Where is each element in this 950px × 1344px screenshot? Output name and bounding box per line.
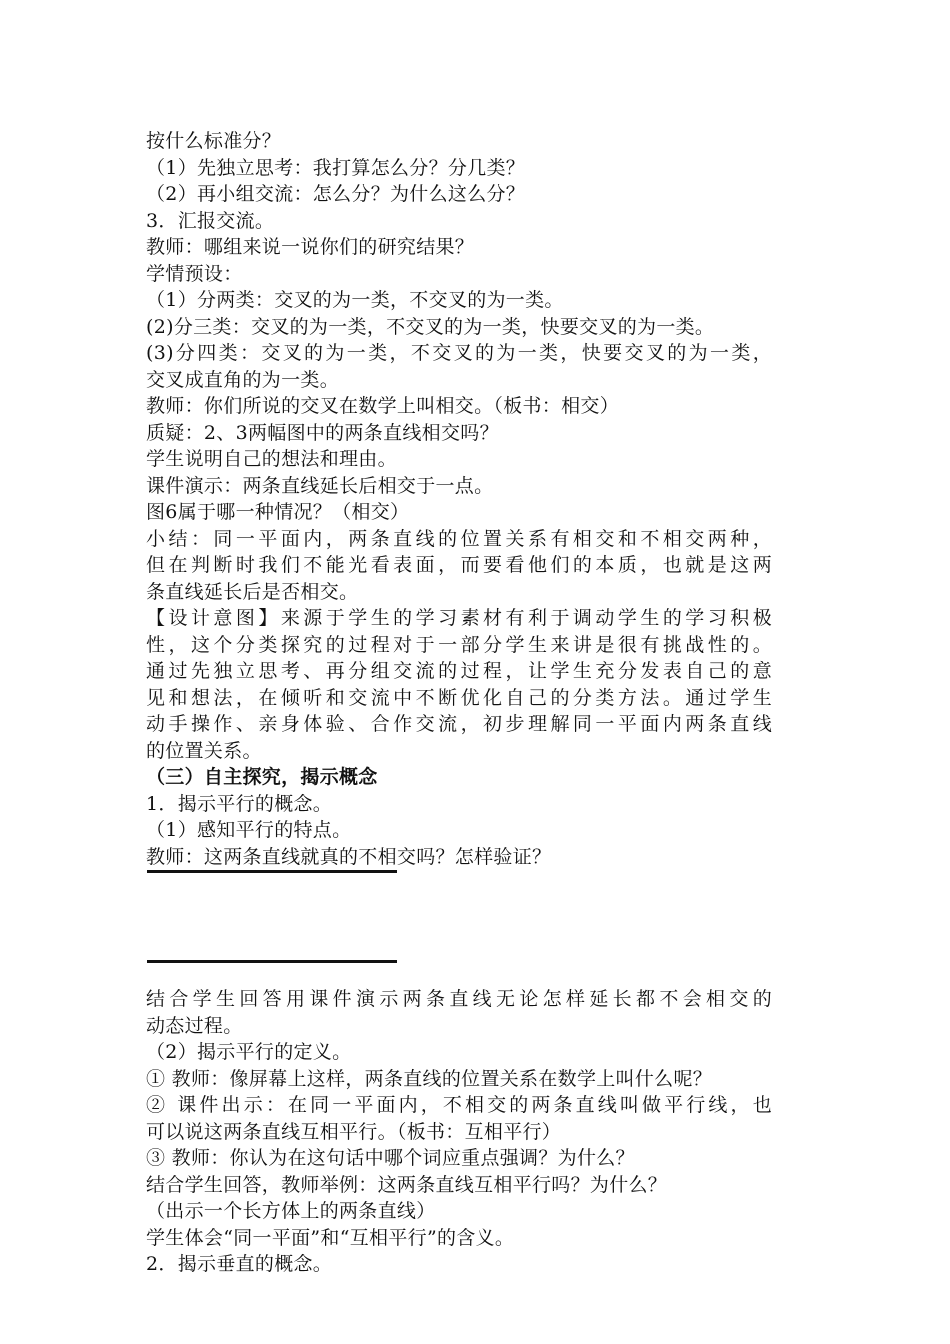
text-line: （1）分两类：交叉的为一类，不交叉的为一类。 xyxy=(146,289,564,311)
text-line: 结合学生回答用课件演示两条直线无论怎样延长都不会相交的 xyxy=(146,988,772,1010)
text-line: （2）再小组交流：怎么分？为什么这么分？ xyxy=(146,183,526,205)
text-line: （出示一个长方体上的两条直线） xyxy=(146,1200,436,1222)
text-line: 图6属于哪一种情况？（相交） xyxy=(146,501,410,523)
text-line: 2．揭示垂直的概念。 xyxy=(146,1253,333,1275)
text-line: ② 课件出示：在同一平面内，不相交的两条直线叫做平行线，也 xyxy=(146,1094,772,1116)
design-intent-line: 【设计意图】来源于学生的学习素材有利于调动学生的学习积极 xyxy=(146,607,772,629)
text-line: 可以说这两条直线互相平行。（板书：互相平行） xyxy=(146,1120,562,1143)
design-intent-line: 动手操作、亲身体验、合作交流，初步理解同一平面内两条直线 xyxy=(146,713,772,735)
text-line: 动态过程。 xyxy=(146,1014,243,1037)
summary-line: 小结：同一平面内，两条直线的位置关系有相交和不相交两种， xyxy=(146,527,772,550)
design-intent-line: 见和想法，在倾听和交流中不断优化自己的分类方法。通过学生 xyxy=(146,686,772,709)
parallel-line-top xyxy=(147,870,397,873)
text-line: ① 教师：像屏幕上这样，两条直线的位置关系在数学上叫什么呢？ xyxy=(146,1067,713,1090)
text-line: 学生说明自己的想法和理由。 xyxy=(146,448,397,470)
text-line: 教师：哪组来说一说你们的研究结果？ xyxy=(146,236,475,258)
summary-line: 条直线延长后是否相交。 xyxy=(146,580,359,603)
text-line: 教师：你们所说的交叉在数学上叫相交。（板书：相交） xyxy=(146,395,620,417)
text-line: （1）先独立思考：我打算怎么分？分几类？ xyxy=(146,156,526,179)
parallel-line-bottom xyxy=(147,960,397,963)
text-line: 按什么标准分？ xyxy=(146,130,282,152)
text-line: 学情预设： xyxy=(146,262,243,285)
design-intent-line: 的位置关系。 xyxy=(146,739,262,762)
document-page xyxy=(146,128,786,1278)
text-line: (2)分三类：交叉的为一类，不交叉的为一类，快要交叉的为一类。 xyxy=(146,315,715,338)
text-line: 1．揭示平行的概念。 xyxy=(146,792,333,815)
text-line: （2）揭示平行的定义。 xyxy=(146,1041,352,1063)
summary-line: 但在判断时我们不能光看表面，而要看他们的本质，也就是这两 xyxy=(146,554,772,576)
section-heading: （三）自主探究，揭示概念 xyxy=(146,766,378,788)
design-intent-line: 性，这个分类探究的过程对于一部分学生来讲是很有挑战性的。 xyxy=(146,633,772,656)
text-line: 课件演示：两条直线延长后相交于一点。 xyxy=(146,474,494,497)
text-line: 教师：这两条直线就真的不相交吗？怎样验证？ xyxy=(146,845,552,868)
text-line: ③ 教师：你认为在这句话中哪个词应重点强调？为什么？ xyxy=(146,1147,635,1169)
parallel-lines-figure xyxy=(146,870,786,956)
text-line: 质疑：2、3两幅图中的两条直线相交吗？ xyxy=(146,421,499,444)
text-line: 结合学生回答，教师举例：这两条直线互相平行吗？为什么？ xyxy=(146,1173,668,1196)
design-intent-line: 通过先独立思考、再分组交流的过程，让学生充分发表自己的意 xyxy=(146,660,772,682)
text-line: 学生体会“同一平面”和“互相平行”的含义。 xyxy=(146,1226,515,1249)
text-line: （1）感知平行的特点。 xyxy=(146,819,352,841)
text-line: (3)分四类：交叉的为一类，不交叉的为一类，快要交叉的为一类， xyxy=(146,342,772,364)
text-line: 3．汇报交流。 xyxy=(146,209,275,232)
text-line: 交叉成直角的为一类。 xyxy=(146,368,340,391)
